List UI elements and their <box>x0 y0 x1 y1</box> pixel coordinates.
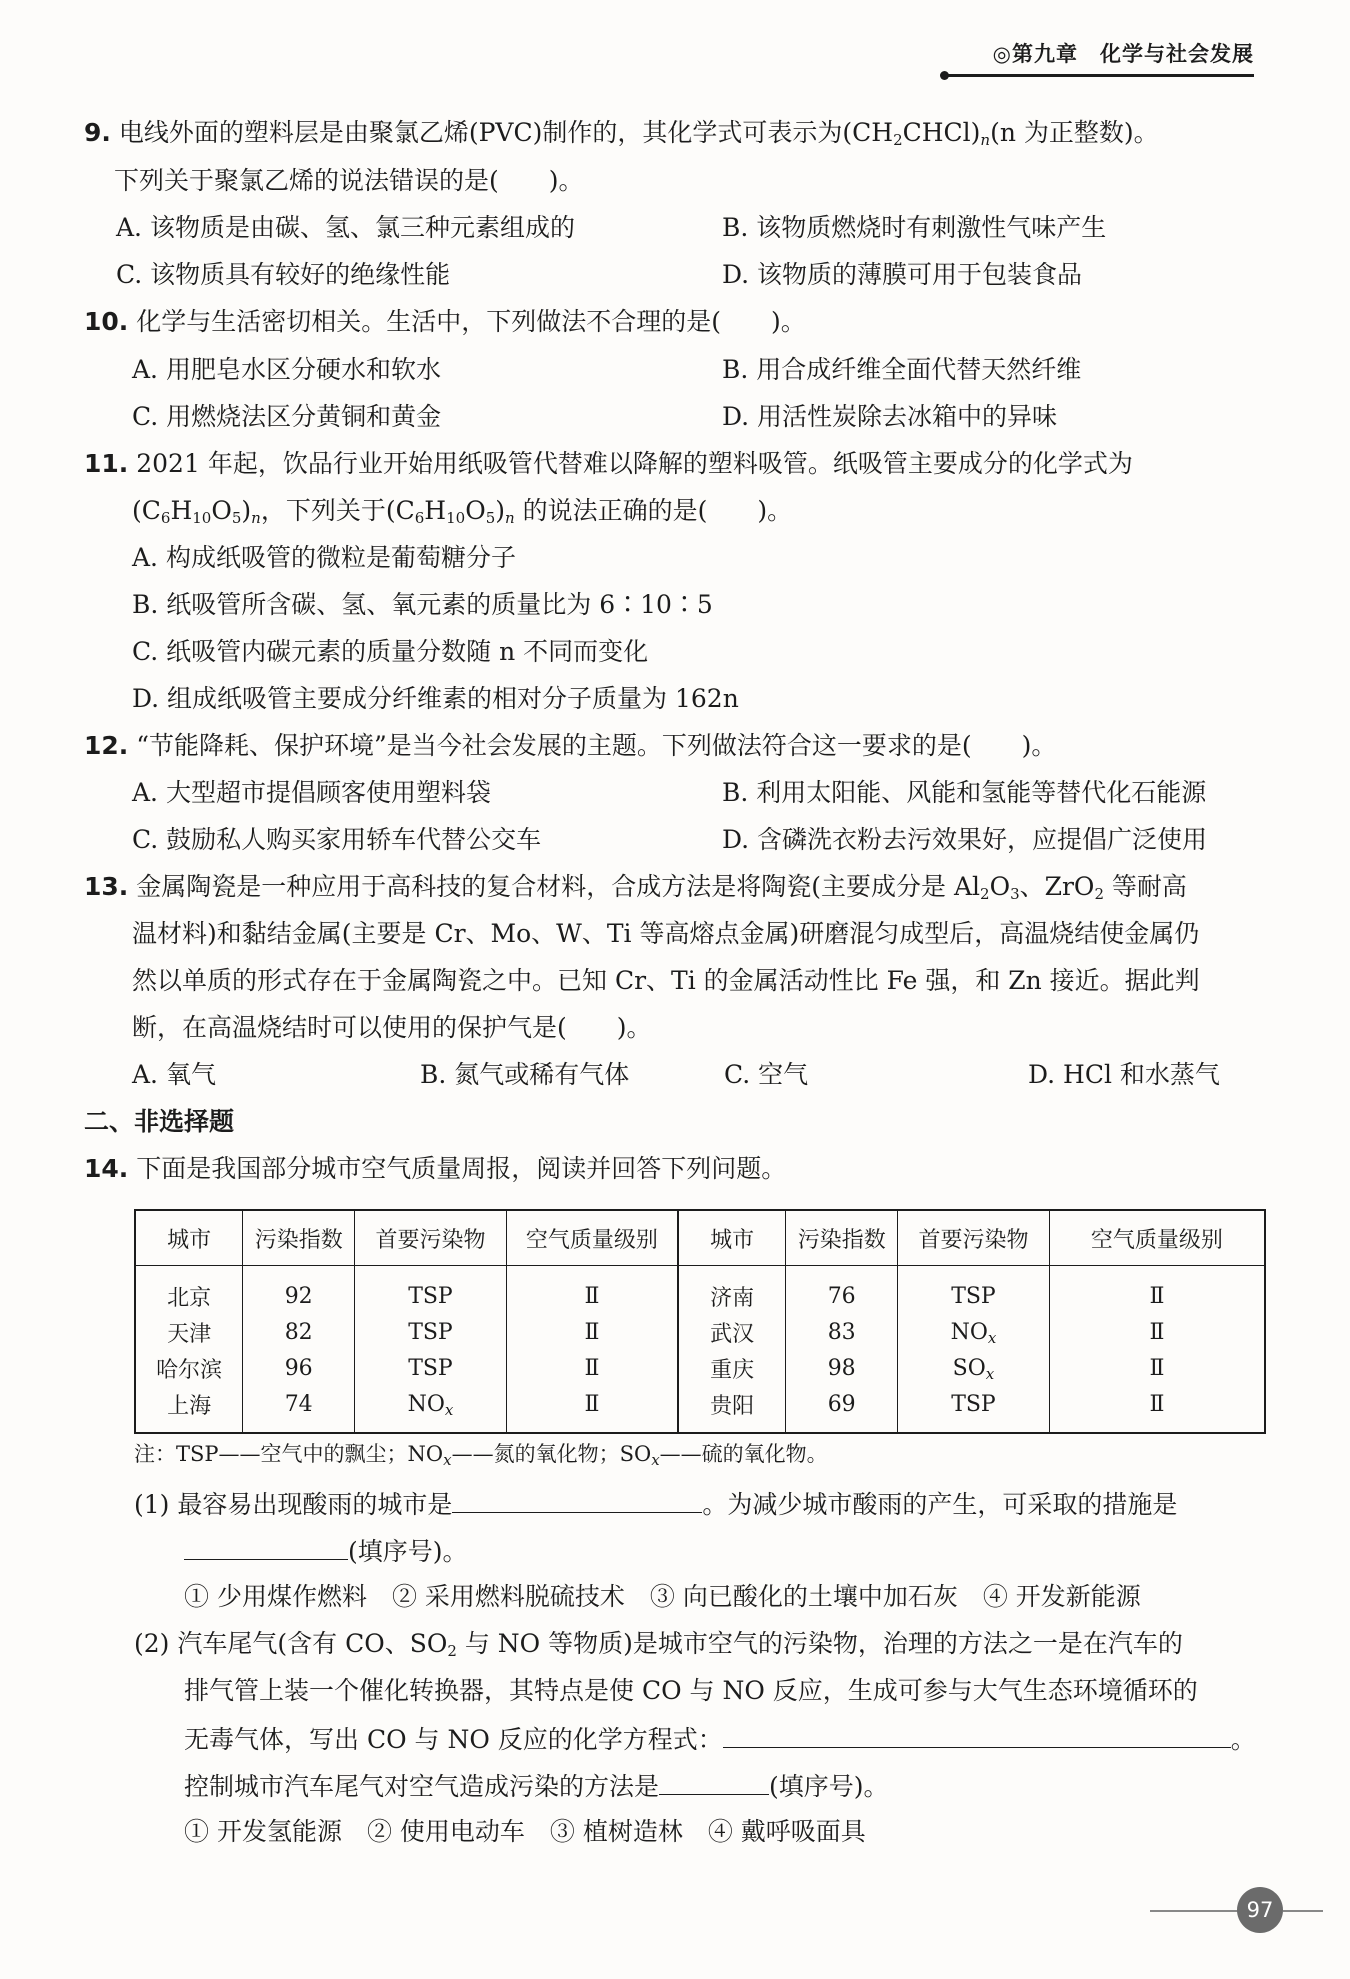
cell-pollutant: TSP <box>355 1314 507 1350</box>
q13-option-a: A. 氧气 <box>132 1060 216 1089</box>
q13-stem-line2: 温材料)和黏结金属(主要是 Cr、Mo、W、Ti 等高熔点金属)研磨混匀成型后，高温烧结使金属仍 <box>132 919 1200 948</box>
cell-city: 天津 <box>135 1314 243 1350</box>
cell-city: 济南 <box>678 1266 786 1315</box>
cell-pollutant: $NO_x$ <box>898 1314 1050 1350</box>
cell-pollutant: TSP <box>898 1386 1050 1433</box>
q13-option-d: D. HCl 和水蒸气 <box>1028 1060 1220 1089</box>
q11-option-b: B. 纸吸管所含碳、氢、氧元素的质量比为 6∶10∶5 <box>132 590 713 619</box>
cell-index: 82 <box>243 1314 355 1350</box>
cell-index: 76 <box>786 1266 898 1315</box>
q12-stem-text: “节能降耗、保护环境”是当今社会发展的主题。下列做法符合这一要求的是( )。 <box>136 731 1057 760</box>
q11-stem-line2: $(C_6H_{10}O_5)_n$，下列关于$(C_6H_{10}O_5)_n$ 的说法正确的是( )。 <box>132 496 793 527</box>
q13-stem-b: 、ZrO <box>1019 872 1095 901</box>
cell-city: 贵阳 <box>678 1386 786 1433</box>
cell-level: Ⅱ <box>506 1350 678 1386</box>
q13-stem-line3: 然以单质的形式存在于金属陶瓷之中。已知 Cr、Ti 的金属活动性比 Fe 强，和 Zn 接近。据此判 <box>132 966 1200 995</box>
q10-option-b: B. 用合成纤维全面代替天然纤维 <box>722 355 1082 384</box>
q13-option-b: B. 氮气或稀有气体 <box>420 1060 630 1089</box>
table-row <box>135 1314 1265 1350</box>
q11-stem-line1 <box>84 447 1133 481</box>
q11-stem-tail: 的说法正确的是( )。 <box>522 496 793 525</box>
q13-stem-line4: 断，在高温烧结时可以使用的保护气是( )。 <box>132 1013 652 1042</box>
cell-index: 74 <box>243 1386 355 1433</box>
q9-number: 9. <box>84 118 111 147</box>
note-part-2: ——氮的氧化物；SO <box>451 1442 652 1466</box>
header-index-2: 污染指数 <box>786 1210 898 1266</box>
header-city: 城市 <box>135 1210 243 1266</box>
part2-text-d: 控制城市汽车尾气对空气造成污染的方法是 <box>184 1772 660 1801</box>
q10-option-a: A. 用肥皂水区分硬水和软水 <box>132 355 441 384</box>
cell-pollutant: TSP <box>355 1350 507 1386</box>
q10-number: 10. <box>84 307 129 336</box>
header-pollutant-2: 首要污染物 <box>898 1210 1050 1266</box>
section-title: 二、非选择题 <box>84 1107 235 1136</box>
header-level: 空气质量级别 <box>506 1210 678 1266</box>
cell-level: Ⅱ <box>1149 1355 1165 1381</box>
cell-city: 重庆 <box>678 1350 786 1386</box>
q11-option-c: C. 纸吸管内碳元素的质量分数随 n 不同而变化 <box>132 637 649 666</box>
q13-option-c: C. 空气 <box>724 1060 809 1089</box>
header-pollutant: 首要污染物 <box>355 1210 507 1266</box>
q12-option-d: D. 含磷洗衣粉去污效果好，应提倡广泛使用 <box>722 825 1208 854</box>
q12-stem <box>84 729 1056 763</box>
table-row <box>135 1266 1265 1315</box>
answer-blank-measures[interactable] <box>184 1533 348 1560</box>
q11-number: 11. <box>84 449 129 478</box>
air-quality-table <box>134 1209 1266 1434</box>
q12-option-a: A. 大型超市提倡顾客使用塑料袋 <box>132 778 491 807</box>
q13-stem-c: 等耐高 <box>1103 872 1187 901</box>
cell-level: Ⅱ <box>506 1386 678 1433</box>
q14-part2-line2: 排气管上装一个催化转换器，其特点是使 CO 与 NO 反应，生成可参与大气生态环境循环的 <box>184 1676 1198 1705</box>
q13-stem-line1: 13. 金属陶瓷是一种应用于高科技的复合材料，合成方法是将陶瓷(主要成分是 $Al_2O_3$、ZrO$_2$ 等耐高 <box>84 872 1187 903</box>
q14-number: 14. <box>84 1154 129 1183</box>
part1-text-c: (填序号)。 <box>348 1537 468 1566</box>
part1-label: (1) <box>134 1490 170 1519</box>
q10-stem <box>84 305 806 339</box>
header-index: 污染指数 <box>243 1210 355 1266</box>
cell-pollutant: TSP <box>898 1266 1050 1315</box>
cell-city: 上海 <box>135 1386 243 1433</box>
cell-level: Ⅱ <box>1149 1391 1165 1417</box>
q13-number: 13. <box>84 872 129 901</box>
q9-stem-a: 电线外面的塑料层是由聚氯乙烯(PVC)制作的，其化学式可表示为(CH <box>118 118 894 147</box>
cell-index: 92 <box>243 1266 355 1315</box>
cell-level: Ⅱ <box>1149 1319 1165 1345</box>
part2-text-c: 无毒气体，写出 CO 与 NO 反应的化学方程式： <box>184 1725 723 1754</box>
q14-part1-line1 <box>134 1486 1177 1522</box>
answer-blank-methods[interactable] <box>659 1768 769 1795</box>
page-rule-right <box>1283 1910 1323 1912</box>
q10-option-d: D. 用活性炭除去冰箱中的异味 <box>722 402 1058 431</box>
q14-part2-line4 <box>184 1768 889 1804</box>
q12-number: 12. <box>84 731 129 760</box>
cell-level: Ⅱ <box>1149 1283 1165 1309</box>
header-level-2: 空气质量级别 <box>1049 1210 1265 1266</box>
part2-text-c-end: 。 <box>1230 1725 1256 1754</box>
part2-text-a1: 汽车尾气(含有 CO、SO <box>177 1629 448 1658</box>
page-rule-left <box>1150 1910 1238 1912</box>
cell-index: 69 <box>786 1386 898 1433</box>
q14-part1-options: ① 少用煤作燃料 ② 采用燃料脱硫技术 ③ 向已酸化的土壤中加石灰 ④ 开发新能源 <box>184 1582 1141 1611</box>
q9-option-b: B. 该物质燃烧时有刺激性气味产生 <box>722 213 1107 242</box>
table-row <box>135 1350 1265 1386</box>
q9-option-d: D. 该物质的薄膜可用于包装食品 <box>722 260 1083 289</box>
cell-level: Ⅱ <box>506 1266 678 1315</box>
cell-level: Ⅱ <box>506 1314 678 1350</box>
q9-option-a: A. 该物质是由碳、氢、氯三种元素组成的 <box>116 213 575 242</box>
part2-text-d-end: (填序号)。 <box>769 1772 889 1801</box>
cell-pollutant: $SO_x$ <box>898 1350 1050 1386</box>
q11-stem-mid: ，下列关于 <box>260 496 386 525</box>
cell-index: 96 <box>243 1350 355 1386</box>
table-note: 注：TSP——空气中的飘尘；$NO_x——$氮的氧化物；$SO_x——$硫的氧化物。 <box>134 1442 828 1469</box>
q10-option-c: C. 用燃烧法区分黄铜和黄金 <box>132 402 442 431</box>
table-header-row <box>135 1210 1265 1266</box>
q9-stem-line2: 下列关于聚氯乙烯的说法错误的是( )。 <box>114 166 584 195</box>
q10-stem-text: 化学与生活密切相关。生活中，下列做法不合理的是( )。 <box>136 307 806 336</box>
q9-option-c: C. 该物质具有较好的绝缘性能 <box>116 260 451 289</box>
part1-text-b: 。为减少城市酸雨的产生，可采取的措施是 <box>702 1490 1178 1519</box>
part2-text-a2: 与 NO 等物质)是城市空气的污染物，治理的方法之一是在汽车的 <box>456 1629 1183 1658</box>
table-row <box>135 1386 1265 1433</box>
q14-stem-text: 下面是我国部分城市空气质量周报，阅读并回答下列问题。 <box>136 1154 787 1183</box>
cell-pollutant: $NO_x$ <box>355 1386 507 1433</box>
q12-option-b: B. 利用太阳能、风能和氢能等替代化石能源 <box>722 778 1207 807</box>
q14-part2-options: ① 开发氢能源 ② 使用电动车 ③ 植树造林 ④ 戴呼吸面具 <box>184 1817 866 1846</box>
q11-option-a: A. 构成纸吸管的微粒是葡萄糖分子 <box>132 543 516 572</box>
cell-city: 哈尔滨 <box>135 1350 243 1386</box>
q12-option-c: C. 鼓励私人购买家用轿车代替公交车 <box>132 825 542 854</box>
q14-part2-line1: (2) 汽车尾气(含有 CO、$SO_2$ 与 NO 等物质)是城市空气的污染物，治理的方法之一是在汽车的 <box>134 1629 1183 1660</box>
q14-stem <box>84 1152 786 1186</box>
q13-stem-a: 金属陶瓷是一种应用于高科技的复合材料，合成方法是将陶瓷(主要成分是 Al <box>136 872 981 901</box>
answer-blank-equation[interactable] <box>723 1721 1231 1748</box>
cell-pollutant: TSP <box>355 1266 507 1315</box>
chapter-header: ◎第九章 化学与社会发展 <box>992 42 1254 66</box>
q9-stem-tail: (n 为正整数)。 <box>990 118 1159 147</box>
cell-city: 武汉 <box>678 1314 786 1350</box>
q11-stem-text: 2021 年起，饮品行业开始用纸吸管代替难以降解的塑料吸管。纸吸管主要成分的化学式为 <box>136 449 1133 478</box>
cell-city: 北京 <box>135 1266 243 1315</box>
q14-part1-line2 <box>184 1533 468 1569</box>
q11-option-d: D. 组成纸吸管主要成分纤维素的相对分子质量为 162n <box>132 684 739 713</box>
part2-label: (2) <box>134 1629 170 1658</box>
cell-index: 83 <box>786 1314 898 1350</box>
answer-blank-city[interactable] <box>452 1486 702 1513</box>
part1-text-a: 最容易出现酸雨的城市是 <box>177 1490 453 1519</box>
note-part-3: ——硫的氧化物。 <box>659 1442 828 1466</box>
cell-index: 98 <box>786 1350 898 1386</box>
q14-part2-line3 <box>184 1721 1256 1757</box>
q9-stem-line1: 9. 电线外面的塑料层是由聚氯乙烯(PVC)制作的，其化学式可表示为$(CH_2CHCl)_n(n$ 为正整数)。 <box>84 118 1159 149</box>
note-part-1: 注：TSP——空气中的飘尘；NO <box>134 1442 444 1466</box>
header-rule <box>946 74 1254 77</box>
page-number: 97 <box>1237 1887 1283 1933</box>
header-city-2: 城市 <box>678 1210 786 1266</box>
